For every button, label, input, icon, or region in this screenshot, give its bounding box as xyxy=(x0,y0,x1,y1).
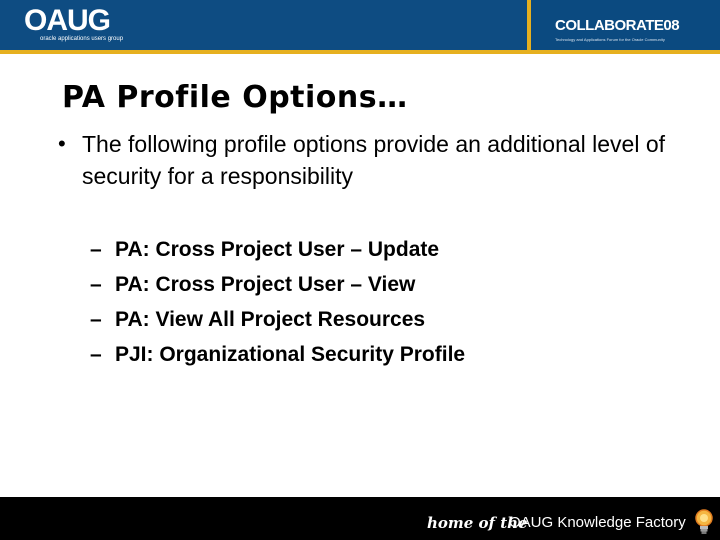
dash-marker: – xyxy=(90,238,102,261)
sub-bullet-text: PA: View All Project Resources xyxy=(115,308,426,331)
header-divider xyxy=(527,0,531,52)
footer-knowledge-factory: OAUG Knowledge Factory xyxy=(509,514,686,531)
dash-marker: – xyxy=(90,343,102,366)
collaborate-logo: COLLABORATE08 xyxy=(555,17,680,34)
sub-bullet-text: PJI: Organizational Security Profile xyxy=(115,343,466,366)
dash-marker: – xyxy=(90,308,102,331)
sub-bullet-text: PA: Cross Project User – View xyxy=(115,273,416,296)
lightbulb-icon xyxy=(693,507,715,537)
header-bottom-stripe xyxy=(0,50,720,54)
slide-title: PA Profile Options… xyxy=(62,80,408,115)
collaborate-tagline: Technology and Applications Forum for the Oracle Community xyxy=(555,37,665,42)
footer-home-text: home of the xyxy=(427,514,528,532)
oaug-logo-subtitle: oracle applications users group xyxy=(40,36,124,42)
bullet-text: The following profile options provide an additional level of security for a responsibility xyxy=(82,131,666,189)
dash-marker: – xyxy=(90,273,102,296)
sub-bullet-text: PA: Cross Project User – Update xyxy=(115,238,440,261)
oaug-logo: OAUG xyxy=(24,4,110,37)
bullet-marker: • xyxy=(58,131,66,156)
